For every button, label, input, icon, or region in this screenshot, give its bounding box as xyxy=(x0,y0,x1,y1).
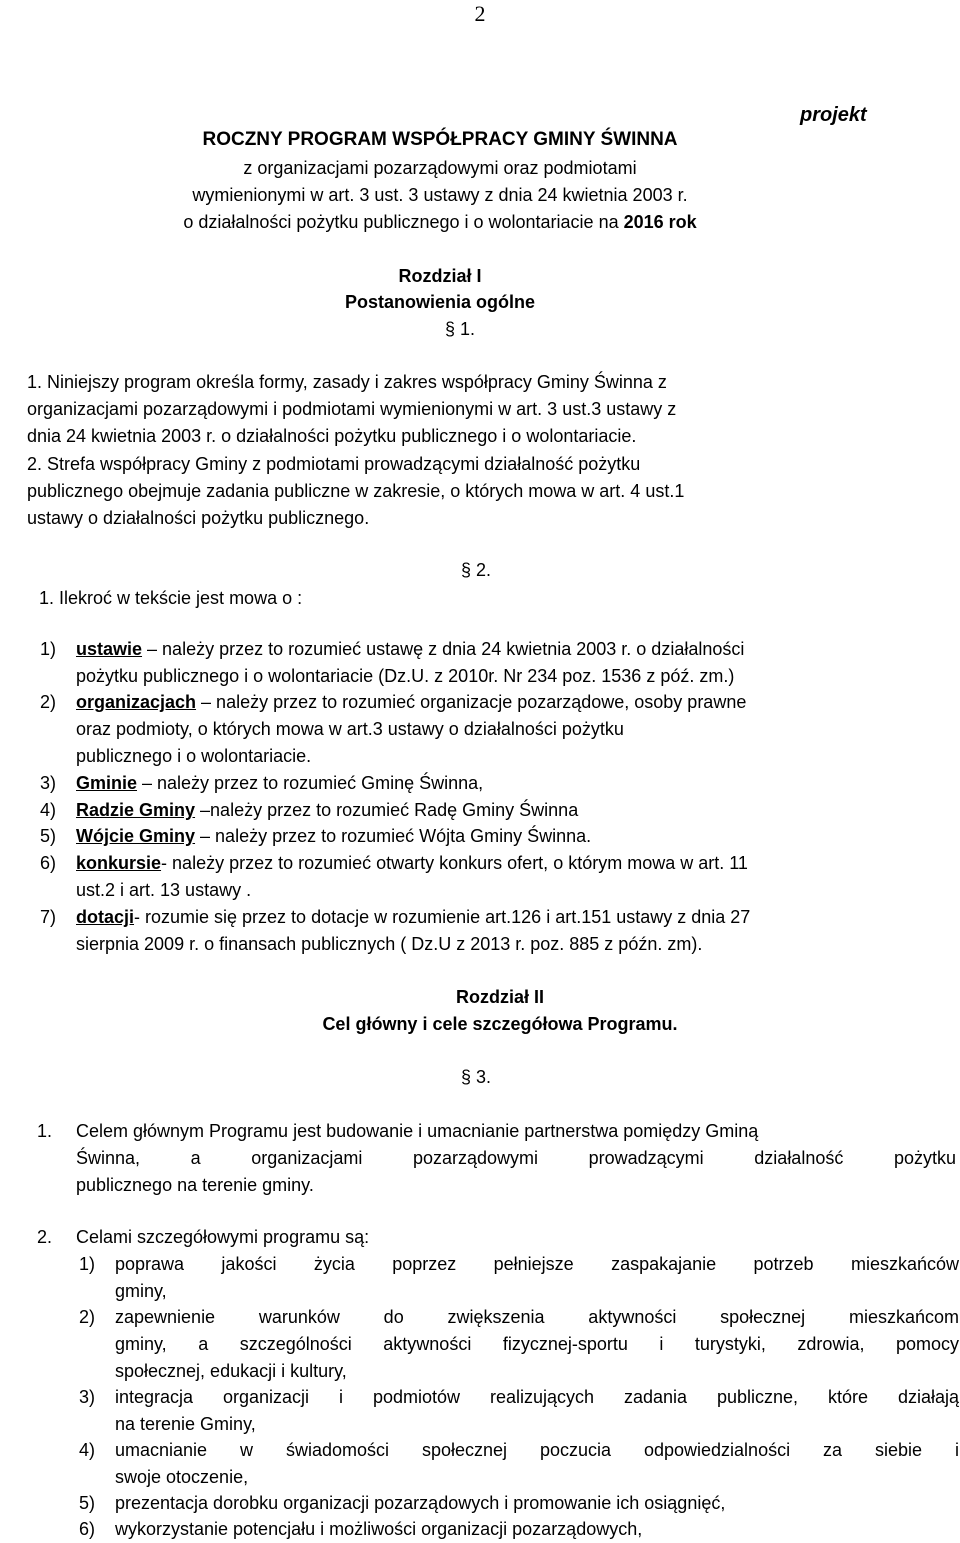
section-2-mark: § 2. xyxy=(461,560,492,580)
draft-label: projekt xyxy=(800,104,867,126)
title-line-4: o działalności pożytku publicznego i o wolontariacie na 2016 rok xyxy=(183,212,697,232)
title-main: ROCZNY PROGRAM WSPÓŁPRACY GMINY ŚWINNA xyxy=(202,129,678,150)
chapter2-heading: Rozdział II xyxy=(455,987,544,1007)
chapter1-subheading: Postanowienia ogólne xyxy=(344,292,536,312)
title-line-3: wymienionymi w art. 3 ust. 3 ustawy z dnia 24 kwietnia 2003 r. xyxy=(192,185,688,205)
page-number: 2 xyxy=(474,1,486,26)
title-line-2: z organizacjami pozarządowymi oraz podmiotami xyxy=(243,158,637,178)
chapter1-heading: Rozdział I xyxy=(398,266,482,286)
chapter2-subheading: Cel główny i cele szczegółowa Programu. xyxy=(322,1014,678,1034)
section-3-mark: § 3. xyxy=(461,1067,492,1087)
s2-intro: 1. Ilekroć w tekście jest mowa o : xyxy=(39,588,303,608)
section-1-mark: § 1. xyxy=(444,319,476,339)
